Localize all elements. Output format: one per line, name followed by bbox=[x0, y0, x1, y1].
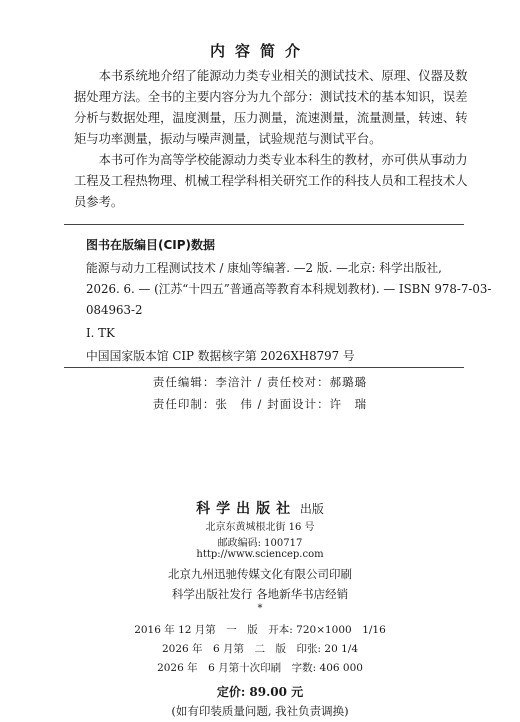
publisher-name-logo: 科学出版社 bbox=[196, 501, 297, 517]
separator-star: * bbox=[257, 603, 263, 614]
cip-line-3: 084963-2 bbox=[86, 303, 143, 317]
edition-line-3: 2026 年 6 月第十次印刷 字数: 406 000 bbox=[157, 662, 363, 674]
cip-heading: 图书在版编目(CIP)数据 bbox=[86, 238, 216, 252]
cip-line-2: 2026. 6. — (江苏“十四五”普通高等教育本科规划教材). — ISBN 978-7-03- bbox=[86, 282, 492, 296]
publisher-website: http://www.sciencep.com bbox=[196, 549, 324, 560]
edition-line-1: 2016 年 12 月第 一 版 开本: 720×1000 1/16 bbox=[134, 624, 386, 636]
price: 定价: 89.00 元 bbox=[216, 685, 304, 699]
publisher-suffix: 出版 bbox=[299, 502, 324, 516]
quality-note: (如有印装质量问题, 我社负责调换) bbox=[171, 704, 349, 718]
summary-paragraph-1-text: 本书系统地介绍了能源动力类专业相关的测试技术、原理、仪器及数据处理方法。全书的主要内容分为九个部分：测试技术的基本知识，误差分析与数据处理，温度测量，压力测量，流速测量，流量测量，转速、转矩与功率测量，振动与噪声测量，试验规范与测试平台。 bbox=[74, 69, 468, 146]
publisher-postcode: 邮政编码: 100717 bbox=[217, 538, 303, 549]
edition-line-2: 2026 年 6 月第 二 版 印张: 20 1/4 bbox=[161, 643, 359, 655]
summary-paragraph-2 bbox=[74, 150, 472, 213]
publisher-address: 北京东黄城根北街 16 号 bbox=[205, 522, 315, 533]
summary-title: 内容简介 bbox=[209, 42, 310, 60]
cip-bottom-divider bbox=[64, 367, 464, 368]
summary-paragraph-2-text: 本书可作为高等学校能源动力类专业本科生的教材，亦可供从事动力工程及工程热物理、机械工程学科相关研究工作的科技人员和工程技术人员参考。 bbox=[74, 153, 468, 209]
distribution-line: 科学出版社发行 各地新华书店经销 bbox=[171, 587, 349, 601]
cip-entry bbox=[86, 258, 492, 321]
cip-line-1: 能源与动力工程测试技术 / 康灿等编著. —2 版. —北京: 科学出版社, bbox=[86, 261, 442, 275]
printer-line: 北京九州迅驰传媒文化有限公司印刷 bbox=[168, 567, 352, 581]
summary-paragraph-1 bbox=[74, 66, 472, 150]
staff-production: 责任印制：张 伟 / 封面设计：许 瑞 bbox=[152, 397, 368, 411]
cip-classification: Ⅰ. TK bbox=[86, 326, 115, 340]
cip-record-number: 中国国家版本馆 CIP 数据核字第 2026XH8797 号 bbox=[86, 349, 355, 363]
staff-editors: 责任编辑：李涪汁 / 责任校对：郝璐璐 bbox=[152, 375, 368, 389]
publisher-line bbox=[0, 498, 520, 518]
cip-top-divider bbox=[64, 224, 464, 225]
